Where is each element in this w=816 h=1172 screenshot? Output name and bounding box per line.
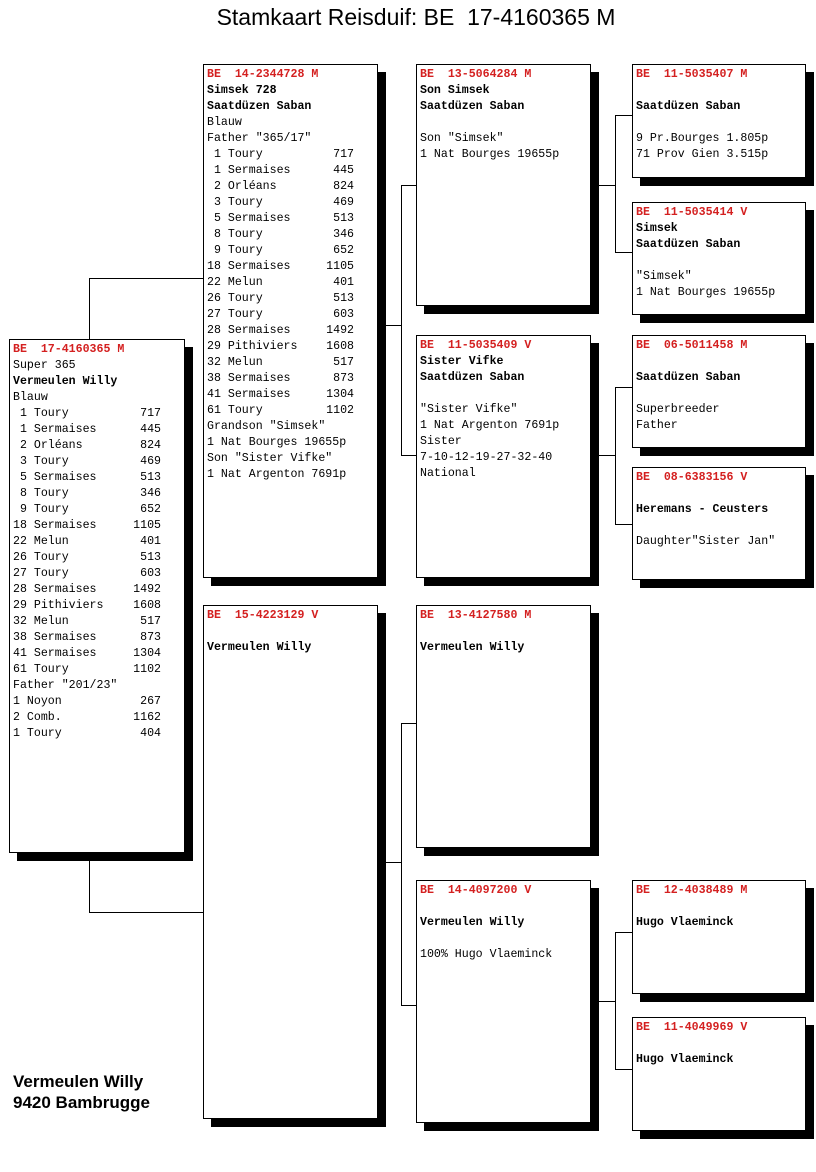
card-line: Saatdüzen Saban [636, 238, 741, 251]
race-result [207, 387, 374, 403]
card-line [636, 899, 802, 915]
card-line: Hugo Vlaeminck [636, 1053, 734, 1066]
race-count: 346 [333, 228, 354, 241]
ring-number: BE 15-4223129 V [207, 609, 319, 622]
race-result [13, 662, 181, 678]
race-count: 1102 [326, 404, 354, 417]
race-place: 22 Melun [207, 276, 263, 289]
race-place: 26 Toury [207, 292, 263, 305]
connector-line [377, 325, 402, 326]
pigeon-card-father-mother [416, 335, 591, 578]
pigeon-card-mm-father [632, 880, 806, 994]
race-result [207, 195, 374, 211]
race-result [207, 259, 374, 275]
race-result [13, 406, 181, 422]
connector-line [615, 115, 616, 252]
card-line: Simsek 728 [207, 84, 277, 97]
card-line: Vermeulen Willy [13, 375, 118, 388]
connector-line [401, 723, 417, 724]
owner-block [13, 1071, 150, 1113]
race-place: 61 Toury [13, 663, 69, 676]
page-title: Stamkaart Reisduif: BE 17-4160365 M [216, 4, 616, 30]
race-place: 1 Noyon [13, 695, 62, 708]
card-line: Blauw [207, 116, 242, 129]
race-place: 22 Melun [13, 535, 69, 548]
card-line: Sister [420, 435, 462, 448]
race-count: 717 [140, 407, 161, 420]
card-line: 1 Nat Bourges 19655p [636, 286, 776, 299]
race-place: 28 Sermaises [13, 583, 97, 596]
race-count: 517 [140, 615, 161, 628]
race-place: 2 Orléans [207, 180, 277, 193]
connector-line [401, 185, 402, 455]
race-place: 27 Toury [207, 308, 263, 321]
race-result [13, 598, 181, 614]
ring-number: BE 13-5064284 M [420, 68, 532, 81]
race-place: 3 Toury [13, 455, 69, 468]
owner-location: 9420 Bambrugge [13, 1093, 150, 1112]
ring-number: BE 11-5035409 V [420, 339, 532, 352]
connector-line [590, 1001, 616, 1002]
card-line: 7-10-12-19-27-32-40 [420, 451, 553, 464]
race-result [13, 694, 181, 710]
race-place: 41 Sermaises [207, 388, 291, 401]
card-line: National [420, 467, 476, 480]
card-line: Father [636, 419, 678, 432]
card-line [636, 386, 802, 402]
race-place: 8 Toury [207, 228, 263, 241]
race-count: 401 [333, 276, 354, 289]
race-count: 1492 [133, 583, 161, 596]
card-line: 1 Nat Argenton 7691p [420, 419, 560, 432]
race-place: 5 Sermaises [13, 471, 97, 484]
race-count: 469 [140, 455, 161, 468]
connector-line [401, 723, 402, 1005]
race-place: 38 Sermaises [207, 372, 291, 385]
race-result [207, 227, 374, 243]
pigeon-card-mother-father [416, 605, 591, 848]
card-line: Vermeulen Willy [207, 641, 312, 654]
card-line [636, 83, 802, 99]
race-place: 1 Sermaises [13, 423, 97, 436]
connector-line [89, 278, 90, 340]
card-line: Vermeulen Willy [420, 916, 525, 929]
race-result [13, 582, 181, 598]
race-result [207, 243, 374, 259]
card-line: 71 Prov Gien 3.515p [636, 148, 769, 161]
card-line: "Simsek" [636, 270, 692, 283]
race-result [207, 147, 374, 163]
card-line [636, 115, 802, 131]
race-count: 1492 [326, 324, 354, 337]
race-place: 28 Sermaises [207, 324, 291, 337]
connector-line [377, 862, 402, 863]
card-line: Simsek [636, 222, 678, 235]
race-count: 1105 [133, 519, 161, 532]
race-count: 513 [140, 551, 161, 564]
race-count: 824 [140, 439, 161, 452]
connector-line [615, 115, 633, 116]
race-result [207, 275, 374, 291]
card-line: Hugo Vlaeminck [636, 916, 734, 929]
card-line: Son Simsek [420, 84, 490, 97]
race-count: 513 [333, 292, 354, 305]
race-count: 267 [140, 695, 161, 708]
race-result [13, 486, 181, 502]
card-line [420, 931, 587, 947]
race-count: 1608 [326, 340, 354, 353]
card-line: Father "201/23" [13, 679, 118, 692]
race-result [207, 339, 374, 355]
race-result [207, 403, 374, 419]
race-place: 29 Pithiviers [13, 599, 104, 612]
race-result [207, 355, 374, 371]
card-line [420, 386, 587, 402]
race-place: 41 Sermaises [13, 647, 97, 660]
race-result [13, 566, 181, 582]
race-result [13, 422, 181, 438]
race-count: 401 [140, 535, 161, 548]
race-count: 873 [140, 631, 161, 644]
connector-line [401, 455, 417, 456]
race-result [13, 550, 181, 566]
ring-number: BE 11-5035407 M [636, 68, 748, 81]
race-place: 18 Sermaises [207, 260, 291, 273]
race-result [13, 502, 181, 518]
race-result [207, 291, 374, 307]
race-result [207, 163, 374, 179]
connector-line [89, 278, 204, 279]
connector-line [615, 932, 633, 933]
race-result [13, 534, 181, 550]
race-count: 1102 [133, 663, 161, 676]
connector-line [615, 1069, 633, 1070]
ring-number: BE 12-4038489 M [636, 884, 748, 897]
race-place: 2 Comb. [13, 711, 62, 724]
race-place: 3 Toury [207, 196, 263, 209]
connector-line [89, 852, 90, 913]
card-line: Father "365/17" [207, 132, 312, 145]
card-line [420, 624, 587, 640]
pigeon-card-father [203, 64, 378, 578]
card-line: "Sister Vifke" [420, 403, 518, 416]
race-place: 29 Pithiviers [207, 340, 298, 353]
card-line: Grandson "Simsek" [207, 420, 326, 433]
race-count: 513 [140, 471, 161, 484]
race-count: 1608 [133, 599, 161, 612]
race-result [13, 710, 181, 726]
race-place: 9 Toury [13, 503, 69, 516]
connector-line [615, 524, 633, 525]
race-count: 1162 [133, 711, 161, 724]
race-result [13, 438, 181, 454]
ring-number: BE 13-4127580 M [420, 609, 532, 622]
race-result [207, 307, 374, 323]
race-count: 517 [333, 356, 354, 369]
race-result [13, 630, 181, 646]
race-count: 445 [140, 423, 161, 436]
race-place: 1 Sermaises [207, 164, 291, 177]
race-count: 1304 [326, 388, 354, 401]
race-place: 18 Sermaises [13, 519, 97, 532]
card-line [420, 899, 587, 915]
race-count: 603 [140, 567, 161, 580]
connector-line [89, 912, 204, 913]
card-line: Superbreeder [636, 403, 720, 416]
race-count: 469 [333, 196, 354, 209]
owner-name: Vermeulen Willy [13, 1072, 144, 1091]
ring-number: BE 06-5011458 M [636, 339, 748, 352]
pigeon-card-fm-father [632, 335, 806, 448]
card-line: 100% Hugo Vlaeminck [420, 948, 553, 961]
pigeon-card-mm-mother [632, 1017, 806, 1131]
race-count: 652 [140, 503, 161, 516]
connector-line [615, 387, 616, 524]
race-place: 1 Toury [13, 407, 69, 420]
connector-line [590, 185, 616, 186]
race-place: 8 Toury [13, 487, 69, 500]
race-count: 513 [333, 212, 354, 225]
race-result [207, 323, 374, 339]
race-count: 445 [333, 164, 354, 177]
connector-line [615, 387, 633, 388]
card-line: Daughter"Sister Jan" [636, 535, 776, 548]
card-line: 1 Nat Bourges 19655p [420, 148, 560, 161]
race-result [13, 614, 181, 630]
pigeon-card-ff-mother [632, 202, 806, 315]
card-line [636, 518, 802, 534]
race-count: 1105 [326, 260, 354, 273]
race-place: 27 Toury [13, 567, 69, 580]
connector-line [615, 932, 616, 1069]
card-line: Son "Sister Vifke" [207, 452, 333, 465]
race-place: 61 Toury [207, 404, 263, 417]
race-result [207, 211, 374, 227]
card-line: Saatdüzen Saban [636, 100, 741, 113]
race-count: 717 [333, 148, 354, 161]
ring-number: BE 14-2344728 M [207, 68, 319, 81]
card-line [636, 253, 802, 269]
race-count: 873 [333, 372, 354, 385]
card-line: Heremans - Ceusters [636, 503, 769, 516]
race-count: 652 [333, 244, 354, 257]
card-line: Super 365 [13, 359, 76, 372]
race-place: 32 Melun [13, 615, 69, 628]
card-line [207, 624, 374, 640]
pigeon-card-subject [9, 339, 185, 853]
card-line: Saatdüzen Saban [207, 100, 312, 113]
race-result [13, 470, 181, 486]
race-result [13, 646, 181, 662]
connector-line [590, 455, 616, 456]
card-line [420, 115, 587, 131]
race-place: 32 Melun [207, 356, 263, 369]
race-result [13, 726, 181, 742]
card-line: Saatdüzen Saban [636, 371, 741, 384]
card-line [636, 486, 802, 502]
pigeon-card-ff-father [632, 64, 806, 178]
card-line: 1 Nat Argenton 7691p [207, 468, 347, 481]
race-count: 404 [140, 727, 161, 740]
race-count: 824 [333, 180, 354, 193]
race-count: 1304 [133, 647, 161, 660]
ring-number: BE 11-5035414 V [636, 206, 748, 219]
ring-number: BE 14-4097200 V [420, 884, 532, 897]
race-place: 38 Sermaises [13, 631, 97, 644]
card-line: Saatdüzen Saban [420, 100, 525, 113]
ring-number: BE 17-4160365 M [13, 343, 125, 356]
ring-number: BE 11-4049969 V [636, 1021, 748, 1034]
pigeon-card-mother-mother [416, 880, 591, 1123]
pigeon-card-mother [203, 605, 378, 1119]
card-line: Vermeulen Willy [420, 641, 525, 654]
card-line: Son "Simsek" [420, 132, 504, 145]
race-place: 1 Toury [13, 727, 62, 740]
race-result [207, 179, 374, 195]
race-place: 26 Toury [13, 551, 69, 564]
card-line: Sister Vifke [420, 355, 504, 368]
card-line: 1 Nat Bourges 19655p [207, 436, 347, 449]
connector-line [615, 252, 633, 253]
card-line [636, 1036, 802, 1052]
race-count: 346 [140, 487, 161, 500]
race-result [207, 371, 374, 387]
race-place: 5 Sermaises [207, 212, 291, 225]
race-result [13, 454, 181, 470]
race-place: 2 Orléans [13, 439, 83, 452]
card-line: Saatdüzen Saban [420, 371, 525, 384]
connector-line [401, 1005, 417, 1006]
card-line: Blauw [13, 391, 48, 404]
race-count: 603 [333, 308, 354, 321]
pigeon-card-fm-mother [632, 467, 806, 580]
ring-number: BE 08-6383156 V [636, 471, 748, 484]
race-place: 1 Toury [207, 148, 263, 161]
race-result [13, 518, 181, 534]
card-line [636, 354, 802, 370]
pigeon-card-father-father [416, 64, 591, 306]
connector-line [401, 185, 417, 186]
race-place: 9 Toury [207, 244, 263, 257]
card-line: 9 Pr.Bourges 1.805p [636, 132, 769, 145]
